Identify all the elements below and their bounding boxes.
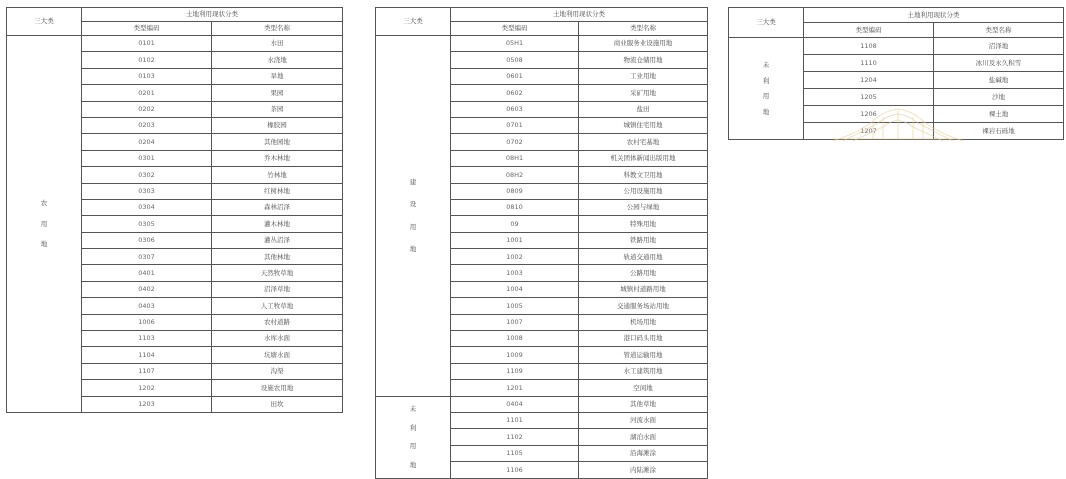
type-code-cell: 1203 [82,396,212,412]
major-class-char: 地 [409,245,417,254]
type-code-cell: 0202 [82,101,212,117]
type-code-cell: 0201 [82,85,212,101]
type-code-cell: 1102 [451,429,579,445]
type-code-cell: 08H2 [451,167,579,183]
type-name-cell: 沟渠 [212,363,343,379]
type-code-cell: 0101 [82,36,212,52]
type-name-cell: 水田 [212,36,343,52]
type-code-cell: 1106 [451,462,579,478]
name-header: 类型名称 [579,22,708,36]
type-name-cell: 河流水面 [579,412,708,428]
type-code-cell: 1008 [451,331,579,347]
table-row [376,396,708,412]
type-code-cell: 0301 [82,150,212,166]
major-class-cell [376,396,451,478]
type-name-cell: 城镇住宅用地 [579,117,708,133]
code-header: 类型编码 [804,23,934,38]
type-name-cell: 机场用地 [579,314,708,330]
type-code-cell: 1104 [82,347,212,363]
type-name-cell: 橡胶园 [212,117,343,133]
type-code-cell: 1110 [804,55,934,72]
type-code-cell: 0603 [451,101,579,117]
major-class-char: 建 [409,177,417,186]
type-code-cell: 0103 [82,68,212,84]
type-name-cell: 管道运输用地 [579,347,708,363]
type-name-cell: 交通服务场站用地 [579,298,708,314]
type-code-cell: 1004 [451,281,579,297]
type-name-cell: 特殊用地 [579,216,708,232]
type-code-cell: 0304 [82,199,212,215]
name-header: 类型名称 [212,22,343,36]
type-code-cell: 0602 [451,85,579,101]
type-code-cell: 0204 [82,134,212,150]
type-name-cell: 乔木林地 [212,150,343,166]
group-header: 土地利用现状分类 [82,8,343,22]
table-row [7,36,343,52]
name-header: 类型名称 [934,23,1064,38]
type-code-cell: 0702 [451,134,579,150]
type-code-cell: 1107 [82,363,212,379]
type-code-cell: 1105 [451,445,579,461]
type-name-cell: 水浇地 [212,52,343,68]
type-code-cell: 0305 [82,216,212,232]
type-name-cell: 竹林地 [212,167,343,183]
major-class-char: 农 [40,199,48,208]
type-name-cell: 天然牧草地 [212,265,343,281]
type-code-cell: 1001 [451,232,579,248]
type-name-cell: 物流仓储用地 [579,52,708,68]
type-name-cell: 田坎 [212,396,343,412]
type-name-cell: 人工牧草地 [212,298,343,314]
major-class-char: 用 [762,92,770,100]
type-name-cell: 果园 [212,85,343,101]
type-code-cell: 0307 [82,249,212,265]
major-class-char: 利 [409,423,417,432]
type-code-cell: 1204 [804,72,934,89]
major-class-char: 利 [762,76,770,85]
major-class-char: 未 [409,405,417,414]
type-code-cell: 0102 [82,52,212,68]
type-name-cell: 盐田 [579,101,708,117]
type-code-cell: 1206 [804,106,934,123]
type-code-cell: 08H1 [451,150,579,166]
type-name-cell: 内陆滩涂 [579,462,708,478]
major-class-char: 地 [409,460,417,469]
type-code-cell: 1101 [451,412,579,428]
type-code-cell: 0404 [451,396,579,412]
major-class-cell [376,36,451,397]
code-header: 类型编码 [82,22,212,36]
type-name-cell: 港口码头用地 [579,331,708,347]
type-name-cell: 盐碱地 [934,72,1064,89]
type-name-cell: 森林沼泽 [212,199,343,215]
land-class-table-1 [6,7,343,413]
type-name-cell: 公路用地 [579,265,708,281]
group-header: 土地利用现状分类 [451,8,708,22]
type-code-cell: 1205 [804,89,934,106]
type-name-cell: 坑塘水面 [212,347,343,363]
type-code-cell: 1201 [451,380,579,396]
type-name-cell: 水库水面 [212,331,343,347]
type-code-cell: 0302 [82,167,212,183]
type-code-cell: 1009 [451,347,579,363]
type-code-cell: 0508 [451,52,579,68]
type-name-cell: 科教文卫用地 [579,167,708,183]
type-code-cell: 0601 [451,68,579,84]
type-name-cell: 其他林地 [212,249,343,265]
type-code-cell: 0401 [82,265,212,281]
type-code-cell: 1207 [804,123,934,140]
type-name-cell: 其他园地 [212,134,343,150]
type-code-cell: 09 [451,216,579,232]
major-class-cell [729,38,804,140]
type-name-cell: 工业用地 [579,68,708,84]
major-class-header: 三大类 [376,8,451,36]
type-code-cell: 1002 [451,249,579,265]
group-header: 土地利用现状分类 [804,8,1064,23]
type-code-cell: 1202 [82,380,212,396]
table-row [376,36,708,52]
major-class-char: 未 [762,61,770,69]
type-code-cell: 1108 [804,38,934,55]
type-name-cell: 机关团体新闻出版用地 [579,150,708,166]
type-name-cell: 灌木林地 [212,216,343,232]
type-code-cell: 0306 [82,232,212,248]
type-name-cell: 铁路用地 [579,232,708,248]
type-name-cell: 裸土地 [934,106,1064,123]
watermark-stamp [828,103,968,143]
type-name-cell: 轨道交通用地 [579,249,708,265]
land-class-table-2 [375,7,708,479]
type-code-cell: 1103 [82,331,212,347]
table-row [729,38,1064,55]
type-name-cell: 冰川及永久积雪 [934,55,1064,72]
type-code-cell: 0809 [451,183,579,199]
type-name-cell: 沙地 [934,89,1064,106]
type-name-cell: 农村宅基地 [579,134,708,150]
type-name-cell: 沼泽地 [934,38,1064,55]
type-code-cell: 1003 [451,265,579,281]
type-name-cell: 湖泊水面 [579,429,708,445]
type-code-cell: 1006 [82,314,212,330]
type-name-cell: 其他草地 [579,396,708,412]
major-class-char: 用 [409,442,417,451]
type-code-cell: 0203 [82,117,212,133]
type-name-cell: 设施农用地 [212,380,343,396]
type-code-cell: 05H1 [451,36,579,52]
type-name-cell: 采矿用地 [579,85,708,101]
type-name-cell: 灌丛沼泽 [212,232,343,248]
type-name-cell: 裸岩石砾地 [934,123,1064,140]
major-class-header: 三大类 [7,8,82,36]
major-class-char: 地 [762,107,770,116]
type-name-cell: 空闲地 [579,380,708,396]
type-name-cell: 商业服务业设施用地 [579,36,708,52]
type-name-cell: 沼泽草地 [212,281,343,297]
major-class-char: 地 [40,240,48,249]
type-name-cell: 公园与绿地 [579,199,708,215]
code-header: 类型编码 [451,22,579,36]
type-name-cell: 公用设施用地 [579,183,708,199]
type-name-cell: 农村道路 [212,314,343,330]
type-code-cell: 0303 [82,183,212,199]
type-code-cell: 0403 [82,298,212,314]
major-class-char: 用 [409,222,417,231]
type-code-cell: 1007 [451,314,579,330]
type-name-cell: 沿海滩涂 [579,445,708,461]
type-code-cell: 1109 [451,363,579,379]
type-code-cell: 0402 [82,281,212,297]
type-name-cell: 城镇村道路用地 [579,281,708,297]
type-name-cell: 茶园 [212,101,343,117]
major-class-cell [7,36,82,413]
major-class-header: 三大类 [729,8,804,38]
type-name-cell: 水工建筑用地 [579,363,708,379]
type-name-cell: 红树林地 [212,183,343,199]
type-code-cell: 0810 [451,199,579,215]
type-name-cell: 旱地 [212,68,343,84]
major-class-char: 设 [409,200,417,209]
type-code-cell: 1005 [451,298,579,314]
major-class-char: 用 [40,219,48,228]
type-code-cell: 0701 [451,117,579,133]
